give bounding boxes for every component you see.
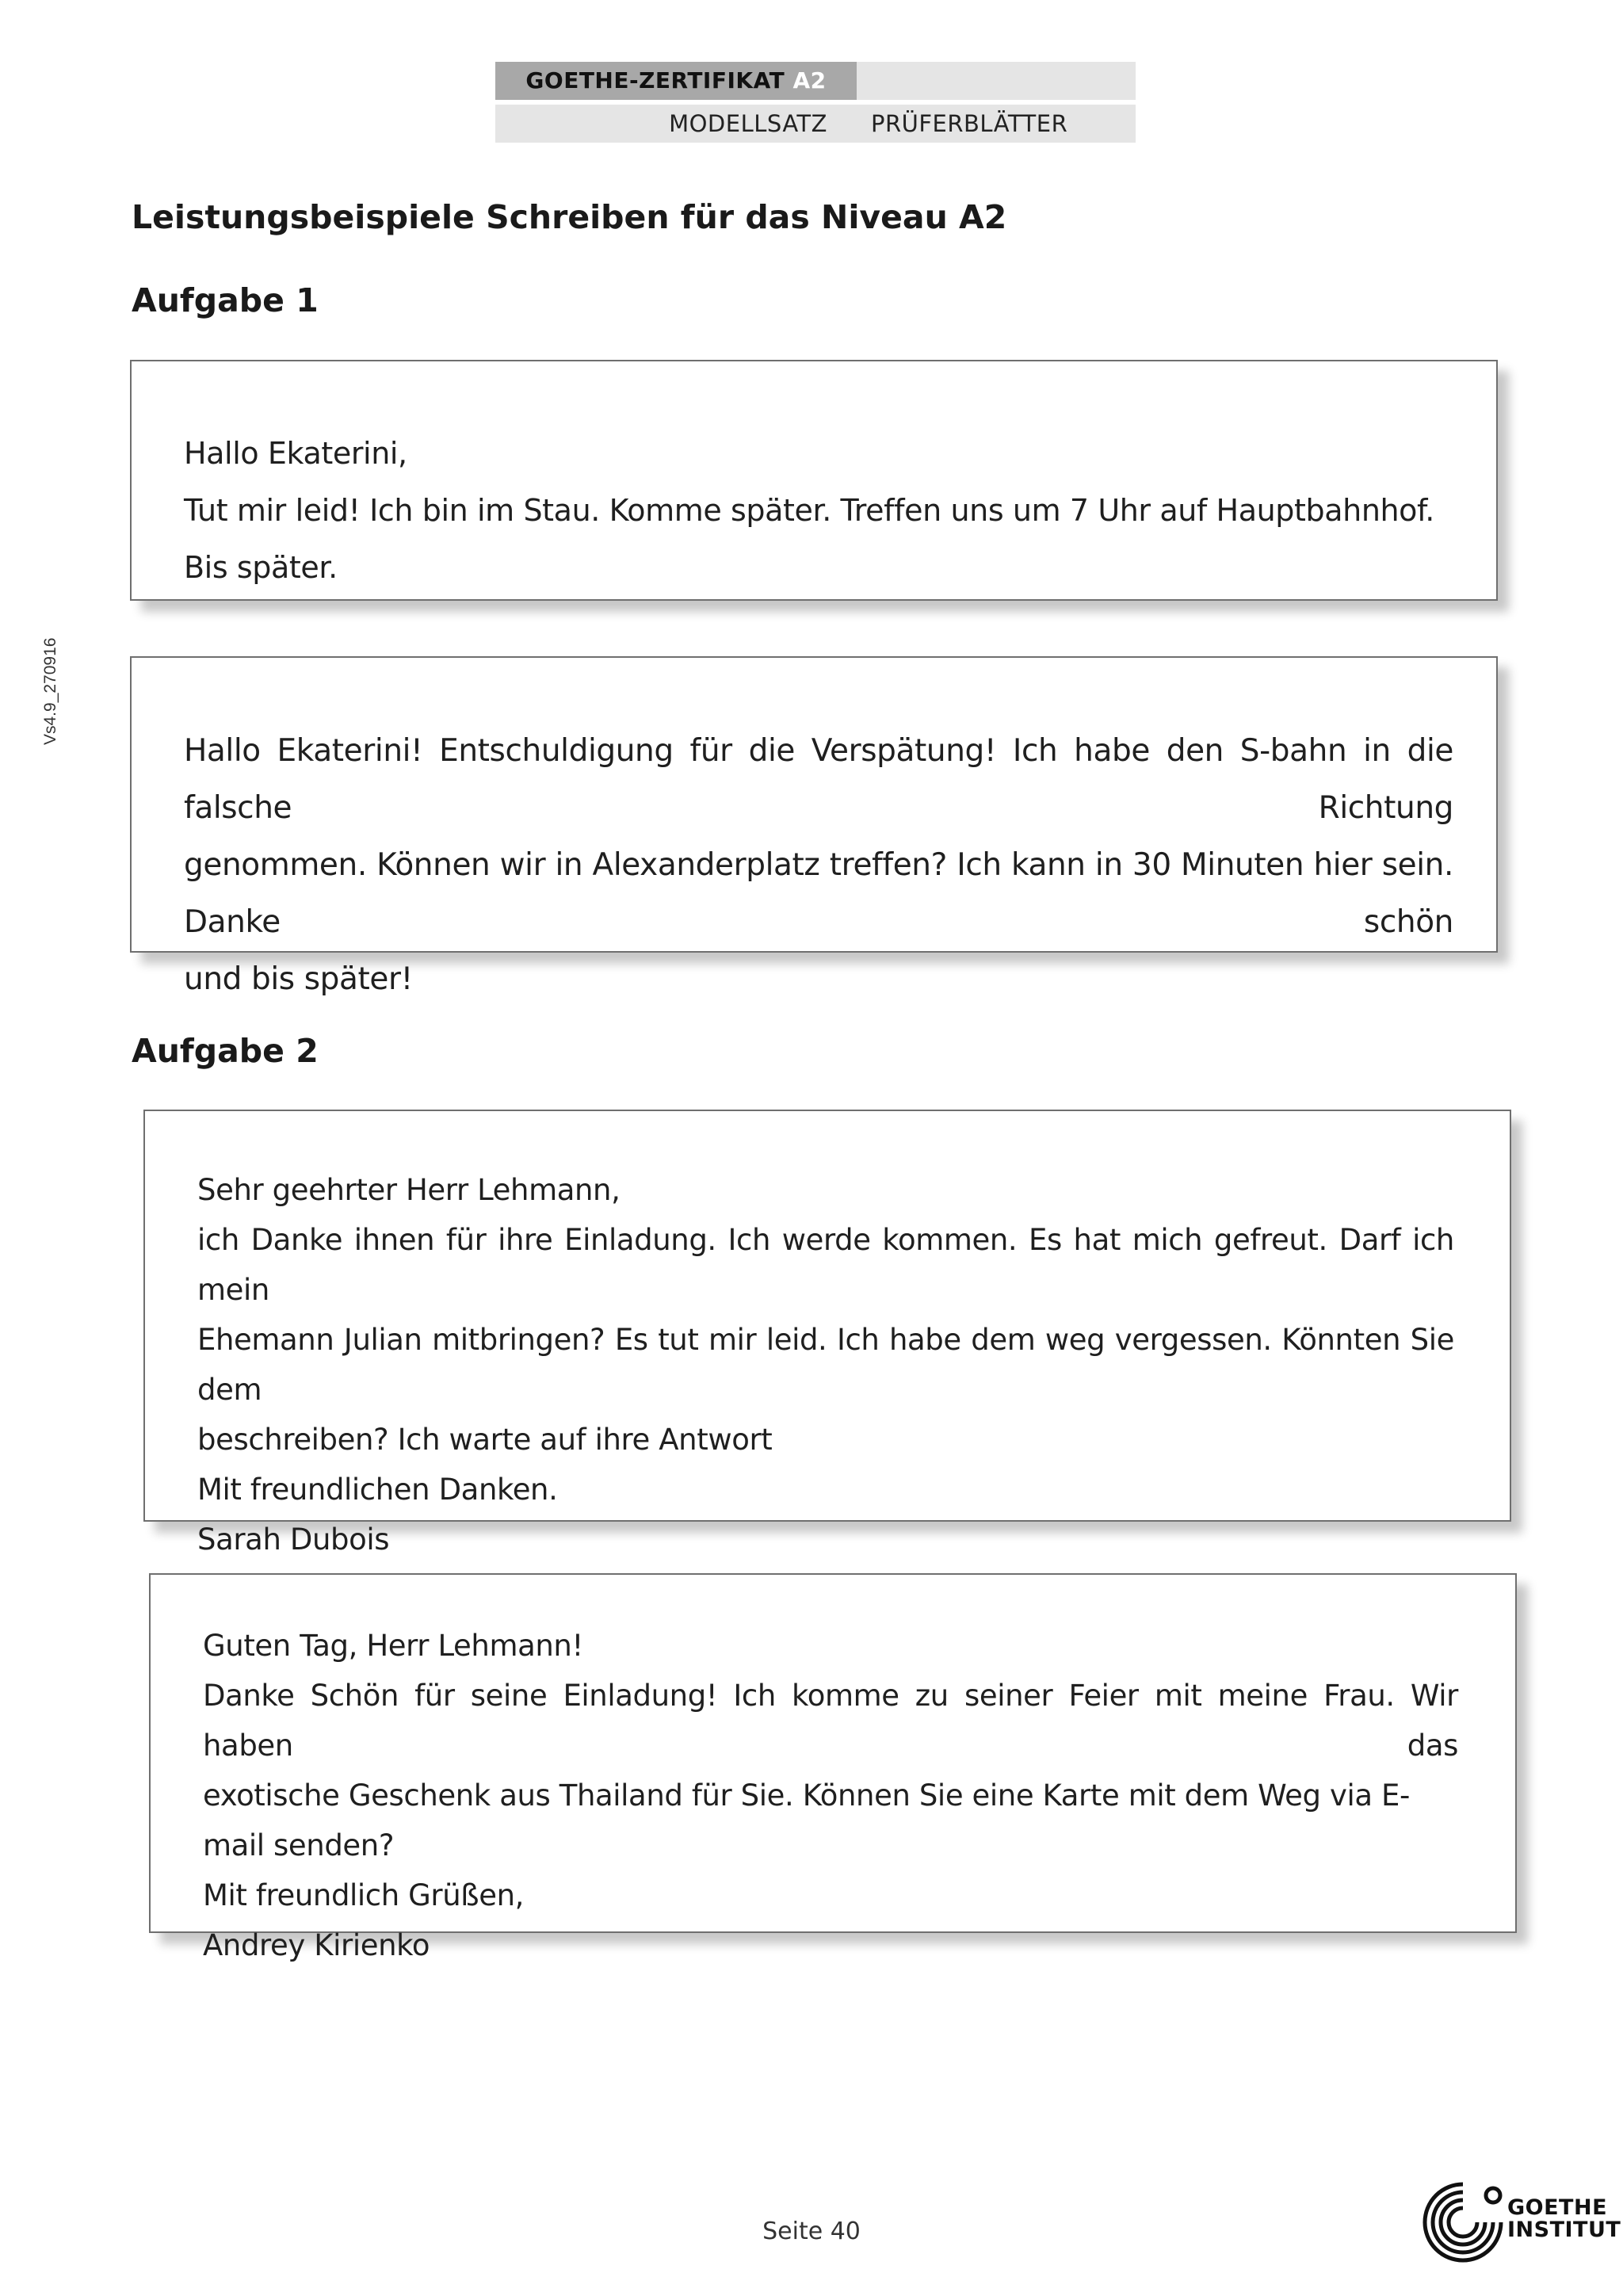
logo-line1: GOETHE [1507,2195,1608,2220]
header-sub-bar [495,105,1136,143]
page-title: Leistungsbeispiele Schreiben für das Niveau A2 [132,198,1007,236]
logo-line2: INSTITUT [1507,2218,1621,2242]
cert-label [495,62,857,100]
goethe-logo-text [1507,2197,1621,2241]
aufgabe1-heading: Aufgabe 1 [132,281,319,319]
text-line: und bis später! [184,961,413,997]
text-line: Sehr geehrter Herr Lehmann, [197,1173,621,1207]
page-number: Seite 40 [762,2218,861,2245]
aufgabe2-heading: Aufgabe 2 [132,1032,319,1070]
text-line: Guten Tag, Herr Lehmann! [203,1629,583,1663]
text-line: Ehemann Julian mitbringen? Es tut mir leid. Ich habe dem weg vergessen. Könnten Sie dem [197,1323,1454,1407]
aufgabe1-sample1-box [130,360,1498,601]
text-line: Hallo Ekaterini, [184,436,407,471]
text-line: genommen. Können wir in Alexanderplatz treffen? Ich kann in 30 Minuten hier sein. Danke schön [184,847,1453,940]
modellsatz-label: MODELLSATZ [669,110,827,137]
sample-text [203,1621,1458,1970]
text-line: exotische Geschenk aus Thailand für Sie. Können Sie eine Karte mit dem Weg via E-mail senden? [203,1778,1410,1862]
aufgabe2-sample1-box [143,1110,1511,1557]
text-line: Hallo Ekaterini! Entschuldigung für die Verspätung! Ich habe den S-bahn in die falsche Richtung [184,733,1453,826]
cert-name: GOETHE-ZERTIFIKAT [525,67,785,94]
side-code: Vs4.9_270916 [41,637,59,745]
text-line: Andrey Kirienko [203,1928,430,1962]
aufgabe2-sample2-box [149,1573,1517,1962]
text-line: Mit freundlichen Danken. [197,1473,558,1507]
header-cert-bar [495,62,1136,100]
text-line: ich Danke ihnen für ihre Einladung. Ich werde kommen. Es hat mich gefreut. Darf ich mein [197,1223,1454,1307]
text-line: Mit freundlich Grüßen, [203,1878,524,1912]
text-line: beschreiben? Ich warte auf ihre Antwort [197,1423,773,1457]
prueferblaetter-label: PRÜFERBLÄTTER [871,110,1068,137]
text-line: Sarah Dubois [197,1522,390,1557]
sample-text [184,723,1453,1008]
text-line: Tut mir leid! Ich bin im Stau. Komme später. Treffen uns um 7 Uhr auf Hauptbahnhof. Bis später. [184,493,1434,585]
sample-text [197,1165,1454,1564]
sample-text [184,425,1457,596]
text-line: Danke Schön für seine Einladung! Ich komme zu seiner Feier mit meine Frau. Wir haben das [203,1679,1458,1763]
aufgabe1-sample2-box [130,656,1498,997]
cert-level: A2 [792,67,827,94]
